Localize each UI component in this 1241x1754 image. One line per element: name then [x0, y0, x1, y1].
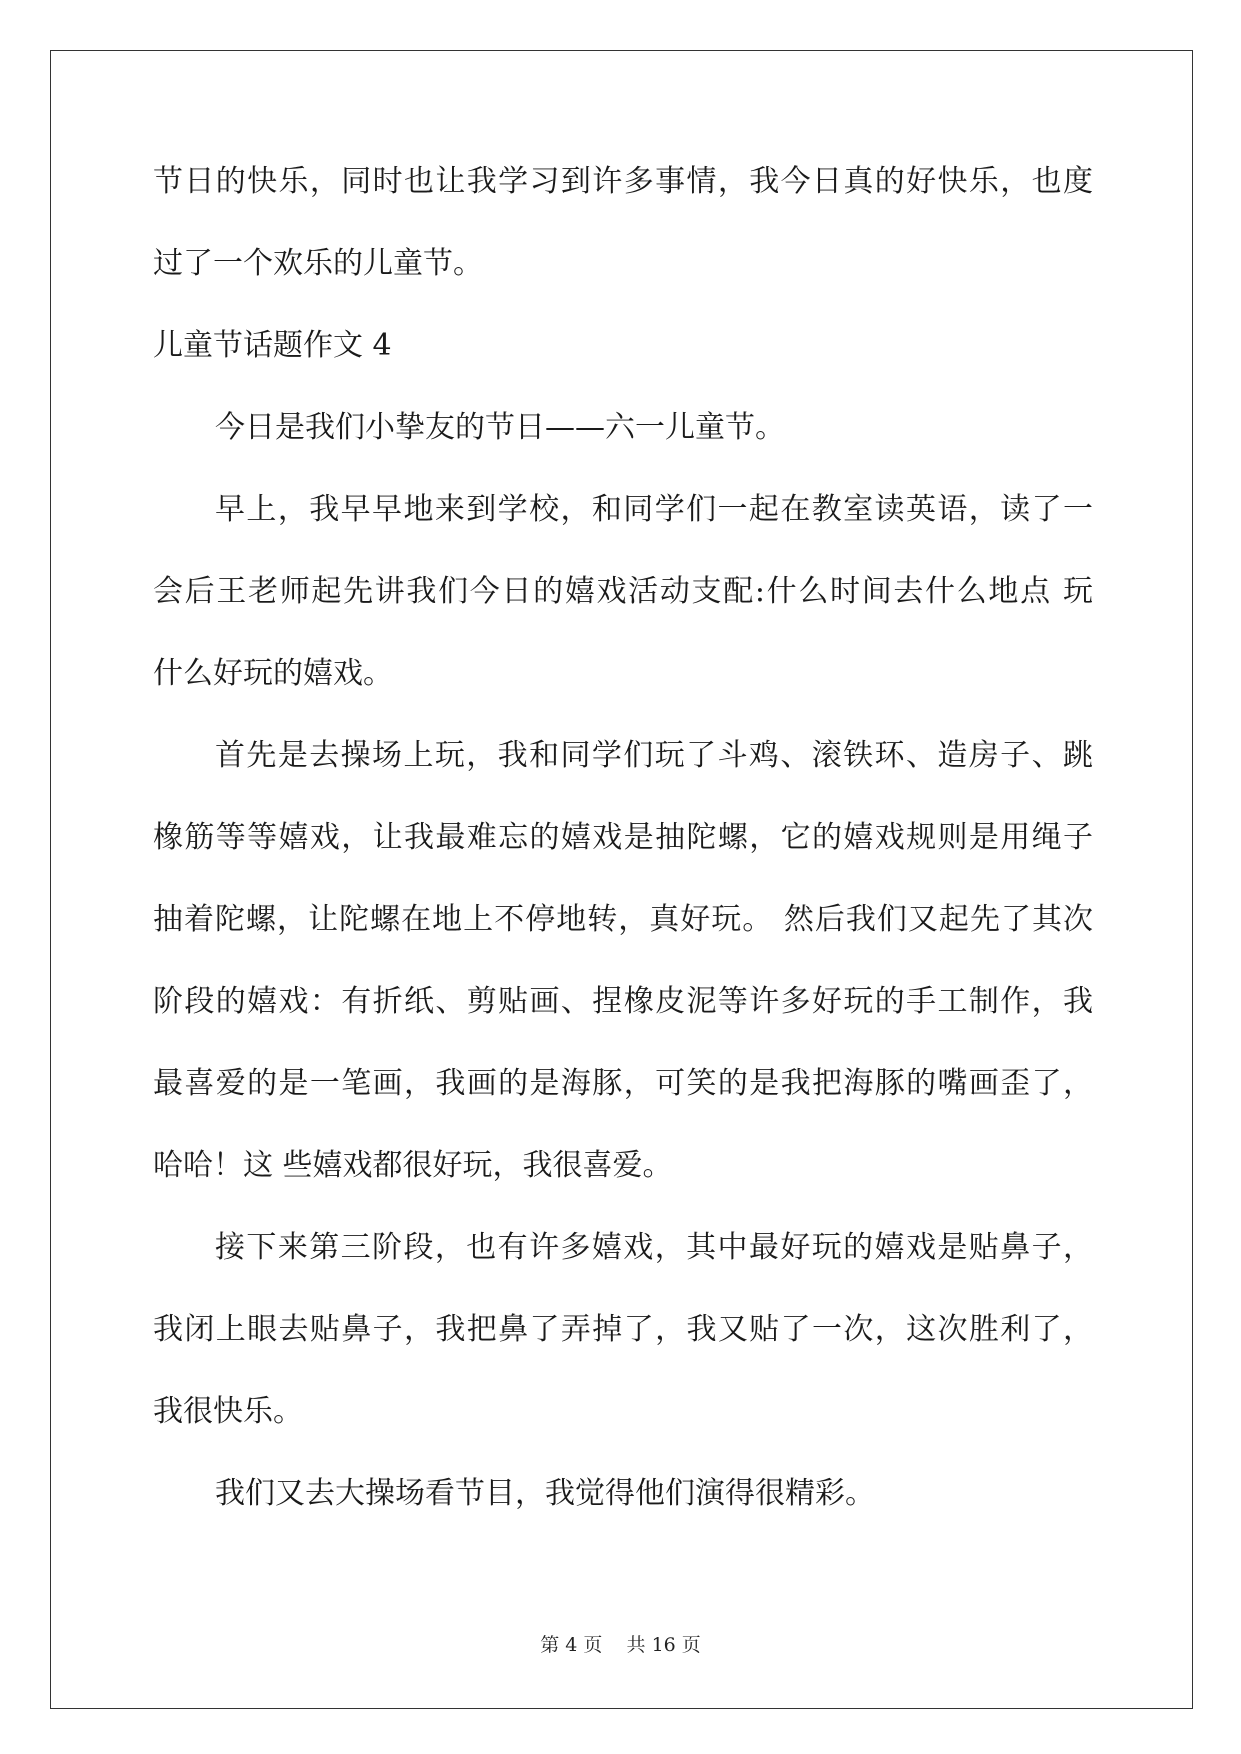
- document-body: [153, 160, 1093, 1554]
- text-line: 接下来第三阶段，也有许多嬉戏，其中最好玩的嬉戏是贴鼻子，: [215, 1230, 1093, 1265]
- page-footer: 第 4 页 共 16 页: [540, 1634, 701, 1656]
- text-line: 我很快乐。: [153, 1394, 303, 1429]
- text-line: 最喜爱的是一笔画，我画的是海豚，可笑的是我把海豚的嘴画歪了，: [153, 1066, 1093, 1101]
- text-line: 会后王老师起先讲我们今日的嬉戏活动支配:什么时间去什么地点 玩: [153, 574, 1093, 609]
- text-line: 今日是我们小挚友的节日——六一儿童节。: [215, 410, 785, 445]
- text-line: 哈哈！这 些嬉戏都很好玩，我很喜爱。: [153, 1148, 673, 1183]
- text-line: 我闭上眼去贴鼻子，我把鼻了弄掉了，我又贴了一次，这次胜利了，: [153, 1312, 1093, 1347]
- text-line: 早上，我早早地来到学校，和同学们一起在教室读英语，读了一: [215, 492, 1093, 527]
- text-line: 过了一个欢乐的儿童节。: [153, 246, 483, 281]
- text-line: 我们又去大操场看节目，我觉得他们演得很精彩。: [215, 1476, 875, 1511]
- text-line: 抽着陀螺，让陀螺在地上不停地转，真好玩。 然后我们又起先了其次: [153, 902, 1093, 937]
- text-line: 首先是去操场上玩，我和同学们玩了斗鸡、滚铁环、造房子、跳: [215, 738, 1093, 773]
- section-heading: 儿童节话题作文 4: [153, 328, 392, 363]
- text-line: 阶段的嬉戏：有折纸、剪贴画、捏橡皮泥等许多好玩的手工制作，我: [153, 984, 1093, 1019]
- text-line: 橡筋等等嬉戏，让我最难忘的嬉戏是抽陀螺，它的嬉戏规则是用绳子: [153, 820, 1093, 855]
- text-line: 什么好玩的嬉戏。: [153, 656, 393, 691]
- text-line: 节日的快乐，同时也让我学习到许多事情，我今日真的好快乐，也度: [153, 164, 1093, 199]
